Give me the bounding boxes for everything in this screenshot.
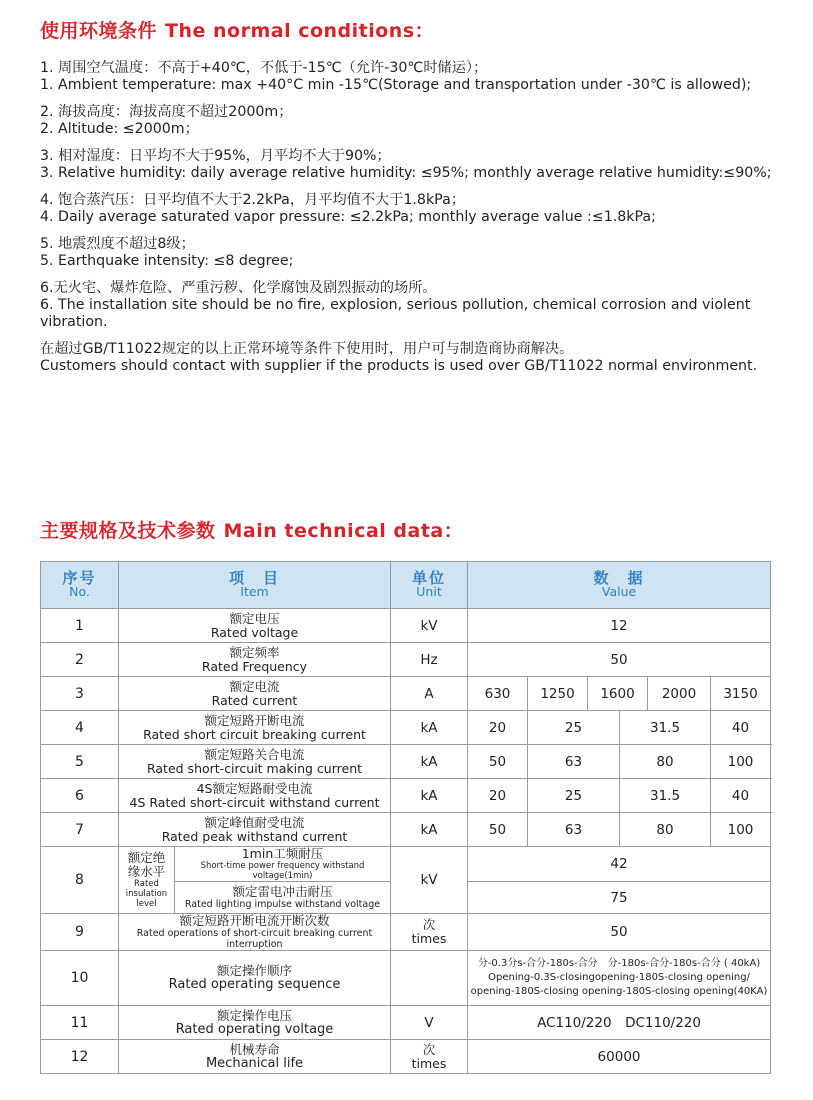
table-row bbox=[41, 677, 771, 711]
condition-en: 2. Altitude: ≤2000m； bbox=[40, 121, 199, 137]
row-value: 31.5 bbox=[620, 711, 711, 745]
row-unit: kV bbox=[391, 847, 468, 914]
row-value: 80 bbox=[620, 813, 711, 847]
condition-zh: 4. 饱合蒸汽压：日平均值不大于2.2kPa，月平均值不大于1.8kPa； bbox=[40, 192, 465, 208]
section-title-zh: 主要规格及技术参数 bbox=[40, 520, 216, 542]
row-value: 63 bbox=[528, 813, 620, 847]
row-item: 额定短路开断电流 Rated short circuit breaking current bbox=[119, 711, 391, 745]
row-no: 10 bbox=[41, 951, 119, 1006]
condition-note bbox=[40, 341, 780, 375]
table-row bbox=[41, 609, 771, 643]
row-value: 20 bbox=[468, 779, 528, 813]
header-item: 项 目 Item bbox=[119, 562, 391, 609]
row-item: 4S额定短路耐受电流 4S Rated short-circuit withstand current bbox=[119, 779, 391, 813]
row-no: 8 bbox=[41, 847, 119, 914]
row-value: 1250 bbox=[528, 677, 588, 711]
row-value: 分-0.3分s-合分-180s-合分 分-180s-合分-180s-合分 ( 40kA) Opening-0.3S-closingopening-180S-closing opening/ opening-180S-closing opening-180S-closing opening(40KA) bbox=[468, 951, 771, 1006]
row-no: 1 bbox=[41, 609, 119, 643]
section-title-en: The normal conditions： bbox=[165, 20, 435, 42]
row-value: 75 bbox=[468, 882, 771, 914]
condition-zh: 在超过GB/T11022规定的以上正常环境等条件下使用时，用户可与制造商协商解决。 bbox=[40, 341, 574, 357]
row-item: 额定频率 Rated Frequency bbox=[119, 643, 391, 677]
row-no: 11 bbox=[41, 1006, 119, 1040]
section-title-en: Main technical data： bbox=[223, 520, 464, 542]
row-value: 42 bbox=[468, 847, 771, 882]
condition-zh: 5. 地震烈度不超过8级； bbox=[40, 236, 195, 252]
table-row bbox=[41, 711, 771, 745]
row-no: 12 bbox=[41, 1040, 119, 1074]
row-unit: kA bbox=[391, 813, 468, 847]
section-title-technical-data bbox=[40, 516, 463, 543]
row-item: 额定雷电冲击耐压 Rated lighting impulse withstand voltage bbox=[175, 882, 391, 914]
row-value: 50 bbox=[468, 745, 528, 779]
condition-zh: 3. 相对湿度：日平均不大于95%，月平均不大于90%； bbox=[40, 148, 391, 164]
row-value: 100 bbox=[711, 745, 771, 779]
table-row bbox=[41, 914, 771, 951]
table-row bbox=[41, 951, 771, 1006]
row-unit: Hz bbox=[391, 643, 468, 677]
row-item: 额定操作电压 Rated operating voltage bbox=[119, 1006, 391, 1040]
section-title-conditions bbox=[40, 16, 434, 43]
table-row bbox=[41, 643, 771, 677]
condition-item bbox=[40, 192, 780, 226]
row-group: 额定绝缘水平 Rated insulation level bbox=[119, 847, 175, 914]
condition-item bbox=[40, 148, 780, 182]
row-value: 40 bbox=[711, 779, 771, 813]
row-value: 25 bbox=[528, 711, 620, 745]
row-no: 6 bbox=[41, 779, 119, 813]
row-unit: kA bbox=[391, 779, 468, 813]
row-unit: V bbox=[391, 1006, 468, 1040]
conditions-list bbox=[40, 60, 780, 385]
condition-en: 3. Relative humidity: daily average relative humidity: ≤95%; monthly average relative humidity:≤90%; bbox=[40, 165, 772, 181]
row-value: 2000 bbox=[648, 677, 711, 711]
condition-en: 1. Ambient temperature: max +40°C min -15℃(Storage and transportation under -30℃ is allowed); bbox=[40, 77, 752, 93]
row-value: 50 bbox=[468, 914, 771, 951]
row-unit: kA bbox=[391, 745, 468, 779]
technical-data-table bbox=[40, 561, 771, 1074]
row-value: 50 bbox=[468, 643, 771, 677]
row-item: 额定电流 Rated current bbox=[119, 677, 391, 711]
row-unit bbox=[391, 951, 468, 1006]
row-item: 额定操作顺序 Rated operating sequence bbox=[119, 951, 391, 1006]
condition-zh: 1. 周围空气温度：不高于+40℃，不低于-15℃（允许-30℃时储运）； bbox=[40, 60, 488, 76]
row-item: 额定峰值耐受电流 Rated peak withstand current bbox=[119, 813, 391, 847]
row-value: 25 bbox=[528, 779, 620, 813]
table-row bbox=[41, 1040, 771, 1074]
condition-en: 4. Daily average saturated vapor pressure: ≤2.2kPa; monthly average value :≤1.8kPa; bbox=[40, 209, 656, 225]
row-value: 40 bbox=[711, 711, 771, 745]
row-value: 63 bbox=[528, 745, 620, 779]
row-no: 7 bbox=[41, 813, 119, 847]
row-unit: 次 times bbox=[391, 1040, 468, 1074]
header-unit: 单位 Unit bbox=[391, 562, 468, 609]
row-value: 20 bbox=[468, 711, 528, 745]
condition-item bbox=[40, 60, 780, 94]
condition-item bbox=[40, 280, 780, 331]
row-value: 630 bbox=[468, 677, 528, 711]
condition-en: 5. Earthquake intensity: ≤8 degree; bbox=[40, 253, 294, 269]
row-value: 80 bbox=[620, 745, 711, 779]
condition-en: 6. The installation site should be no fire, explosion, serious pollution, chemical corrosion and violent vibration. bbox=[40, 297, 751, 330]
row-no: 3 bbox=[41, 677, 119, 711]
row-no: 5 bbox=[41, 745, 119, 779]
row-value: 60000 bbox=[468, 1040, 771, 1074]
condition-zh: 2. 海拔高度：海拔高度不超过2000m； bbox=[40, 104, 293, 120]
table-row bbox=[41, 779, 771, 813]
row-value: 1600 bbox=[588, 677, 648, 711]
condition-en: Customers should contact with supplier if the products is used over GB/T11022 normal environment. bbox=[40, 358, 758, 374]
condition-zh: 6.无火宅、爆炸危险、严重污秽、化学腐蚀及剧烈振动的场所。 bbox=[40, 280, 437, 296]
row-value: AC110/220 DC110/220 bbox=[468, 1006, 771, 1040]
condition-item bbox=[40, 236, 780, 270]
header-value: 数 据 Value bbox=[468, 562, 771, 609]
section-title-zh: 使用环境条件 bbox=[40, 20, 158, 42]
row-value: 12 bbox=[468, 609, 771, 643]
row-item: 额定短路关合电流 Rated short-circuit making current bbox=[119, 745, 391, 779]
table-row bbox=[41, 847, 771, 882]
row-no: 9 bbox=[41, 914, 119, 951]
row-value: 50 bbox=[468, 813, 528, 847]
row-no: 2 bbox=[41, 643, 119, 677]
table-row bbox=[41, 813, 771, 847]
table-row bbox=[41, 745, 771, 779]
header-no: 序号 No. bbox=[41, 562, 119, 609]
row-value: 31.5 bbox=[620, 779, 711, 813]
row-item: 额定电压 Rated voltage bbox=[119, 609, 391, 643]
row-no: 4 bbox=[41, 711, 119, 745]
row-value: 3150 bbox=[711, 677, 771, 711]
row-value: 100 bbox=[711, 813, 771, 847]
row-unit: A bbox=[391, 677, 468, 711]
condition-item bbox=[40, 104, 780, 138]
row-unit: kA bbox=[391, 711, 468, 745]
row-item: 额定短路开断电流开断次数 Rated operations of short-circuit breaking current interruption bbox=[119, 914, 391, 951]
table-row bbox=[41, 1006, 771, 1040]
table-header-row bbox=[41, 562, 771, 609]
row-item: 机械寿命 Mechanical life bbox=[119, 1040, 391, 1074]
row-item: 1min工频耐压 Short-time power frequency withstand voltage(1min) bbox=[175, 847, 391, 882]
row-unit: 次 times bbox=[391, 914, 468, 951]
row-unit: kV bbox=[391, 609, 468, 643]
